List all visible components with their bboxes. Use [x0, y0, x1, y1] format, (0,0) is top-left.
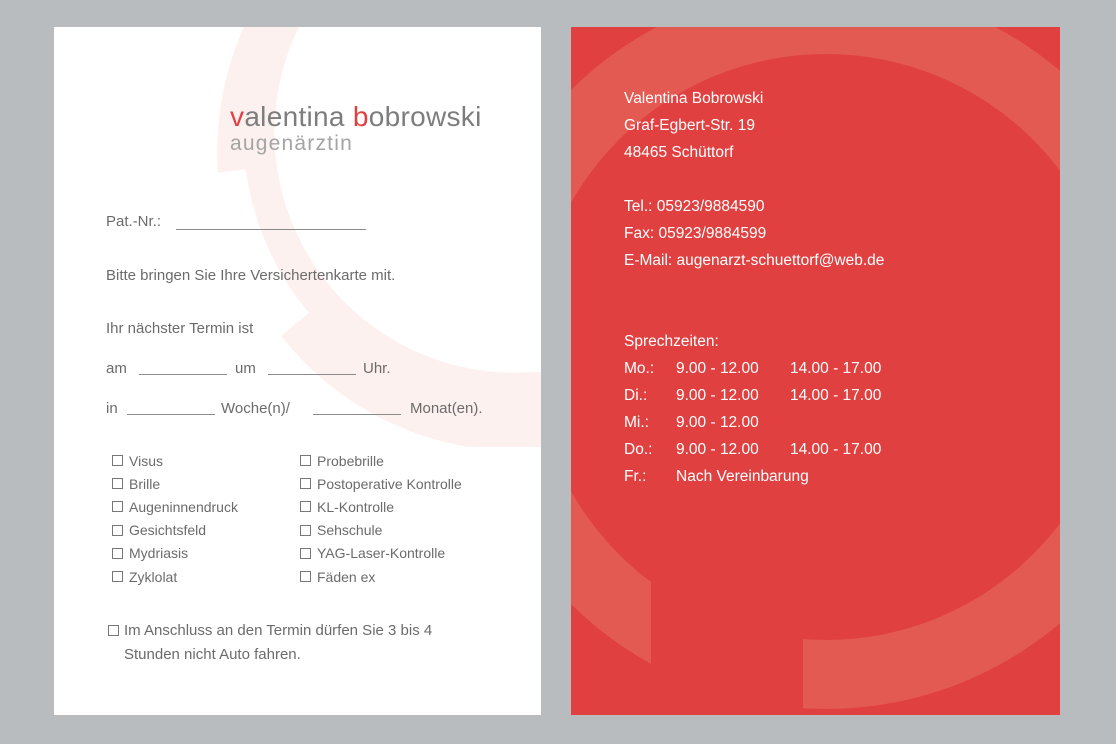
- time-prefix: um: [235, 360, 256, 377]
- checkbox[interactable]: [112, 478, 123, 489]
- in-prefix: in: [106, 400, 118, 417]
- checkbox-item[interactable]: Visus: [112, 449, 238, 472]
- hours-morning: 9.00 - 12.00: [676, 414, 759, 431]
- checkbox[interactable]: [112, 455, 123, 466]
- checkbox[interactable]: [300, 525, 311, 536]
- checkbox-item[interactable]: Augeninnendruck: [112, 495, 238, 518]
- street-address: Graf-Egbert-Str. 19: [624, 117, 755, 134]
- checklist-right: [300, 449, 462, 588]
- checkbox-item[interactable]: Fäden ex: [300, 565, 462, 588]
- hours-morning: 9.00 - 12.00: [676, 441, 759, 458]
- driving-warning-checkbox[interactable]: [108, 625, 119, 636]
- patient-number-label: Pat.-Nr.:: [106, 213, 162, 230]
- checkbox[interactable]: [112, 571, 123, 582]
- checkbox[interactable]: [300, 548, 311, 559]
- hours-morning: 9.00 - 12.00: [676, 360, 759, 377]
- date-prefix: am: [106, 360, 127, 377]
- insurance-card-notice: Bitte bringen Sie Ihre Versichertenkarte mit.: [106, 267, 396, 284]
- checkbox-item[interactable]: Sehschule: [300, 519, 462, 542]
- hours-day: Fr.:: [624, 468, 647, 485]
- office-hours-title: Sprechzeiten:: [624, 333, 719, 350]
- time-field[interactable]: [268, 374, 356, 375]
- checkbox-item[interactable]: Postoperative Kontrolle: [300, 472, 462, 495]
- checkbox-item[interactable]: Probebrille: [300, 449, 462, 472]
- hours-day: Do.:: [624, 441, 653, 458]
- date-field[interactable]: [139, 374, 227, 375]
- checkbox[interactable]: [300, 501, 311, 512]
- hours-morning: 9.00 - 12.00: [676, 387, 759, 404]
- checkbox-item[interactable]: Gesichtsfeld: [112, 519, 238, 542]
- next-appointment-label: Ihr nächster Termin ist: [106, 320, 254, 337]
- weeks-label: Woche(n)/: [221, 400, 290, 417]
- checklist-left: [112, 449, 238, 588]
- checkbox-item[interactable]: Mydriasis: [112, 542, 238, 565]
- hours-day: Mo.:: [624, 360, 655, 377]
- checkbox[interactable]: [112, 501, 123, 512]
- checkbox[interactable]: [300, 478, 311, 489]
- checkbox-item[interactable]: Zyklolat: [112, 565, 238, 588]
- hours-afternoon: 14.00 - 17.00: [790, 441, 882, 458]
- checkbox-item[interactable]: YAG-Laser-Kontrolle: [300, 542, 462, 565]
- hours-morning: Nach Vereinbarung: [676, 468, 809, 485]
- fax: Fax: 05923/9884599: [624, 225, 767, 242]
- appointment-card-front: [54, 27, 541, 715]
- checkbox[interactable]: [300, 571, 311, 582]
- checkbox[interactable]: [112, 525, 123, 536]
- doctor-name: Valentina Bobrowski: [624, 90, 764, 107]
- months-field[interactable]: [313, 414, 401, 415]
- patient-number-field[interactable]: [176, 229, 366, 230]
- email: E-Mail: augenarzt-schuettorf@web.de: [624, 252, 885, 269]
- time-suffix: Uhr.: [363, 360, 391, 377]
- city-address: 48465 Schüttorf: [624, 144, 734, 161]
- checkbox[interactable]: [112, 548, 123, 559]
- hours-day: Mi.:: [624, 414, 649, 431]
- checkbox-item[interactable]: KL-Kontrolle: [300, 495, 462, 518]
- logo-subtitle: augenärztin: [230, 132, 353, 155]
- telephone: Tel.: 05923/9884590: [624, 198, 765, 215]
- months-label: Monat(en).: [410, 400, 483, 417]
- hours-afternoon: 14.00 - 17.00: [790, 387, 882, 404]
- checkbox-item[interactable]: Brille: [112, 472, 238, 495]
- hours-afternoon: 14.00 - 17.00: [790, 360, 882, 377]
- appointment-card-back: [571, 27, 1060, 715]
- hours-day: Di.:: [624, 387, 648, 404]
- logo-name: valentina bobrowski: [230, 101, 482, 132]
- checkbox[interactable]: [300, 455, 311, 466]
- driving-warning: Im Anschluss an den Termin dürfen Sie 3 bis 4 Stunden nicht Auto fahren.: [108, 619, 432, 667]
- weeks-field[interactable]: [127, 414, 215, 415]
